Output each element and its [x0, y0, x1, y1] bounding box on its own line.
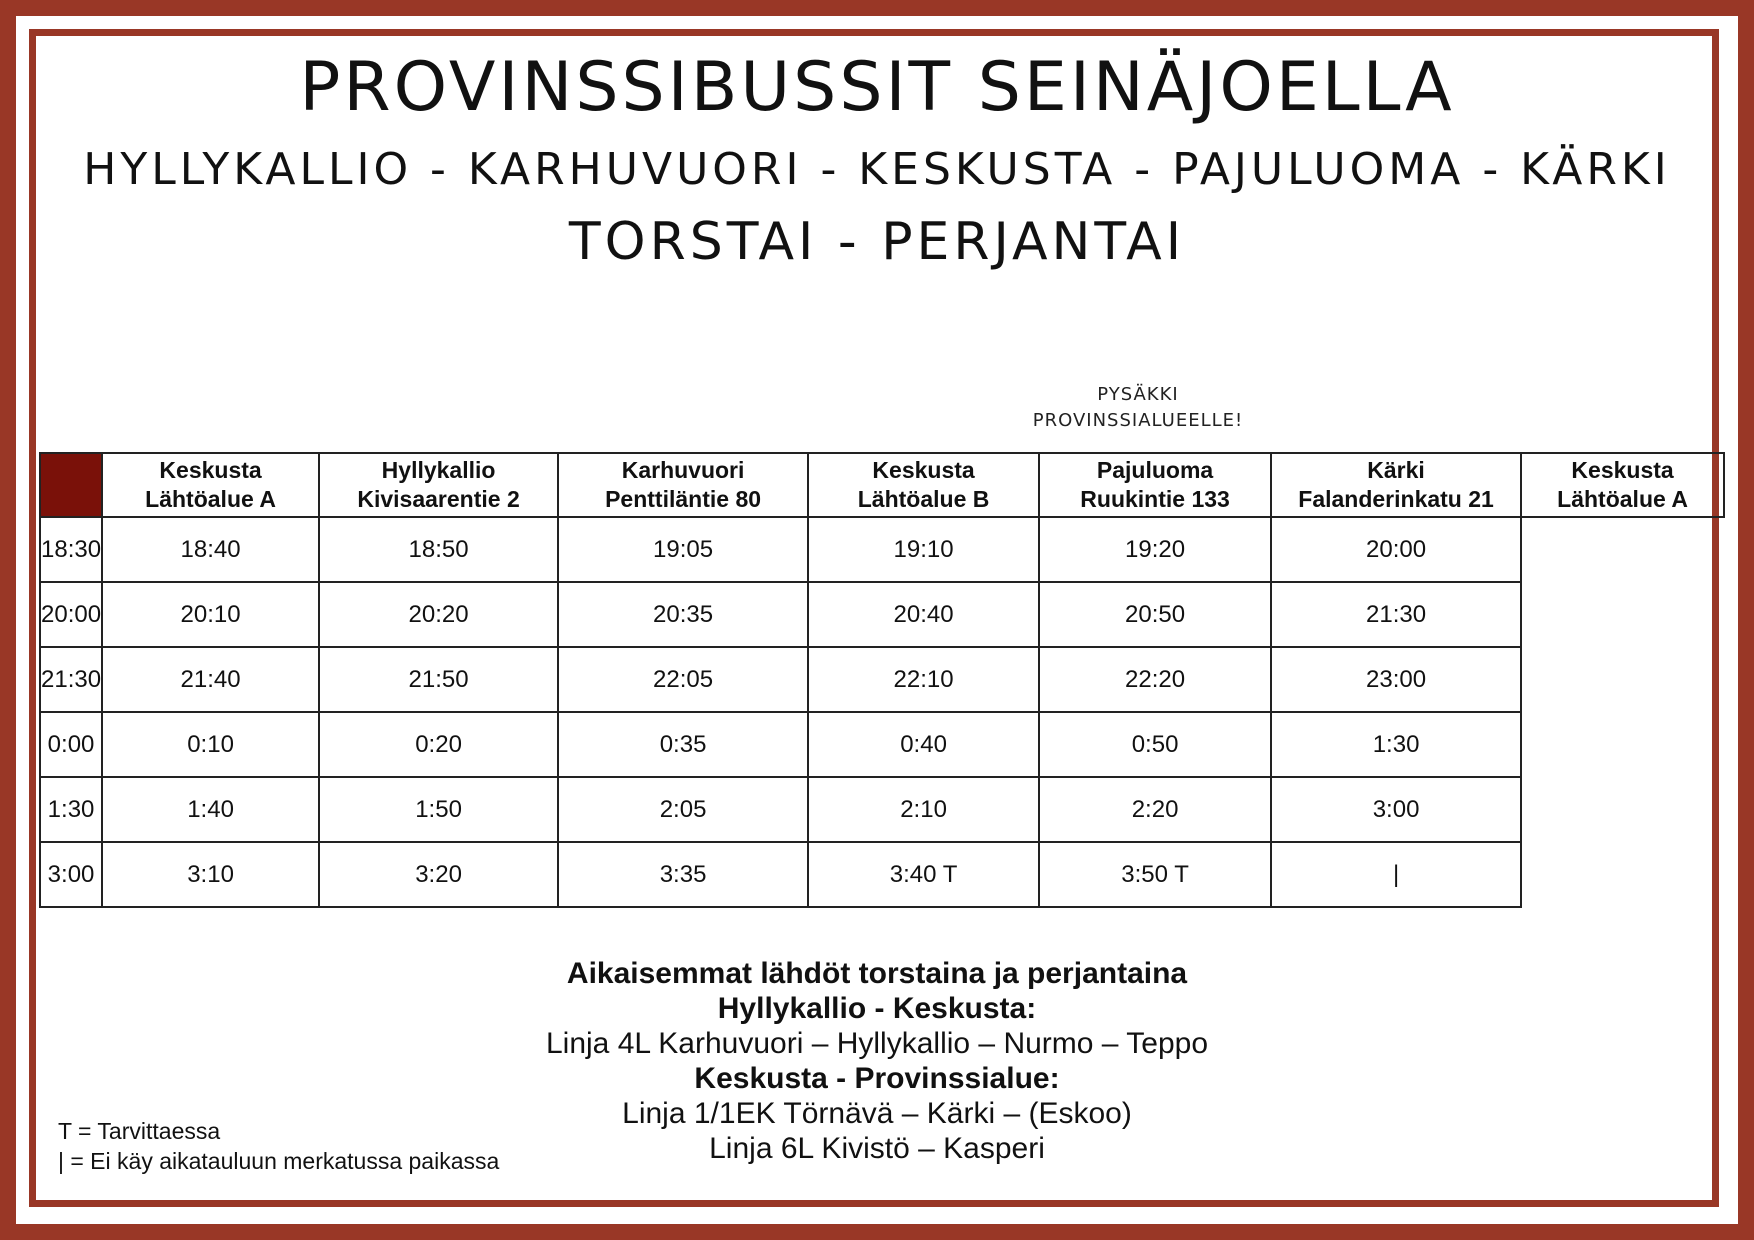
route-title: HYLLYKALLIO - KARHUVUORI - KESKUSTA - PAJULUOMA - KÄRKI — [83, 144, 1671, 195]
time-cell: 0:50 — [1039, 712, 1271, 777]
column-header: Kärki Falanderinkatu 21 — [1271, 453, 1521, 517]
time-cell: 3:20 — [319, 842, 558, 907]
time-cell: 20:10 — [102, 582, 319, 647]
time-cell: 20:20 — [319, 582, 558, 647]
time-cell: 1:30 — [1271, 712, 1521, 777]
time-cell: 20:35 — [558, 582, 808, 647]
time-cell: 0:35 — [558, 712, 808, 777]
time-cell: 22:05 — [558, 647, 808, 712]
legend-bar: | = Ei käy aikatauluun merkatussa paikassa — [58, 1148, 500, 1174]
time-cell: 1:40 — [102, 777, 319, 842]
column-header: Karhuvuori Penttiläntie 80 — [558, 453, 808, 517]
time-cell: 19:10 — [808, 517, 1039, 582]
time-cell: 1:50 — [319, 777, 558, 842]
stop-note-line1: PYSÄKKI — [1097, 384, 1179, 405]
time-cell: 19:20 — [1039, 517, 1271, 582]
time-cell: 23:00 — [1271, 647, 1521, 712]
time-cell: 0:00 — [40, 712, 102, 777]
time-cell: 19:05 — [558, 517, 808, 582]
time-cell: 2:10 — [808, 777, 1039, 842]
time-cell: 2:05 — [558, 777, 808, 842]
info-heading: Aikaisemmat lähdöt torstaina ja perjantaina — [566, 957, 1188, 990]
time-cell: 0:10 — [102, 712, 319, 777]
time-cell: 22:20 — [1039, 647, 1271, 712]
legend — [58, 1116, 499, 1176]
stop-note-line2: PROVINSSIALUEELLE! — [1032, 410, 1244, 431]
info-subheading-2: Keskusta - Provinssialue: — [694, 1062, 1060, 1095]
time-cell: 3:50 T — [1039, 842, 1271, 907]
legend-t: T = Tarvittaessa — [58, 1118, 221, 1144]
time-cell: 20:40 — [808, 582, 1039, 647]
main-title: PROVINSSIBUSSIT SEINÄJOELLA — [299, 48, 1455, 127]
column-header: Keskusta Lähtöalue B — [808, 453, 1039, 517]
time-cell: 3:35 — [558, 842, 808, 907]
info-line-3: Linja 6L Kivistö – Kasperi — [709, 1132, 1045, 1165]
header-row — [40, 453, 1724, 517]
time-cell: 0:20 — [319, 712, 558, 777]
time-cell: 22:10 — [808, 647, 1039, 712]
time-cell: 0:40 — [808, 712, 1039, 777]
timetable — [39, 452, 1725, 908]
time-cell: 18:50 — [319, 517, 558, 582]
time-cell: 21:30 — [1271, 582, 1521, 647]
column-header: Pajuluoma Ruukintie 133 — [1039, 453, 1271, 517]
time-cell: | — [1271, 842, 1521, 907]
time-cell: 3:00 — [40, 842, 102, 907]
table-row — [40, 517, 1724, 582]
time-cell: 20:50 — [1039, 582, 1271, 647]
time-cell: 1:30 — [40, 777, 102, 842]
time-cell: 21:50 — [319, 647, 558, 712]
info-subheading-1: Hyllykallio - Keskusta: — [717, 992, 1037, 1025]
side-stripe — [40, 453, 102, 517]
stop-note — [1000, 382, 1276, 434]
time-cell: 2:20 — [1039, 777, 1271, 842]
table-row — [40, 712, 1724, 777]
table-row — [40, 582, 1724, 647]
time-cell: 21:30 — [40, 647, 102, 712]
time-cell: 21:40 — [102, 647, 319, 712]
info-line-2: Linja 1/1EK Törnävä – Kärki – (Eskoo) — [622, 1097, 1132, 1130]
table-row — [40, 777, 1724, 842]
column-header: Keskusta Lähtöalue A — [1521, 453, 1724, 517]
time-cell: 20:00 — [1271, 517, 1521, 582]
column-header: Hyllykallio Kivisaarentie 2 — [319, 453, 558, 517]
time-cell: 18:30 — [40, 517, 102, 582]
table-row — [40, 842, 1724, 907]
time-cell: 3:40 T — [808, 842, 1039, 907]
column-header: Keskusta Lähtöalue A — [102, 453, 319, 517]
time-cell: 18:40 — [102, 517, 319, 582]
info-line-1: Linja 4L Karhuvuori – Hyllykallio – Nurmo – Teppo — [545, 1027, 1209, 1060]
days-title: TORSTAI - PERJANTAI — [568, 212, 1186, 272]
time-cell: 3:10 — [102, 842, 319, 907]
table-row — [40, 647, 1724, 712]
time-cell: 3:00 — [1271, 777, 1521, 842]
time-cell: 20:00 — [40, 582, 102, 647]
